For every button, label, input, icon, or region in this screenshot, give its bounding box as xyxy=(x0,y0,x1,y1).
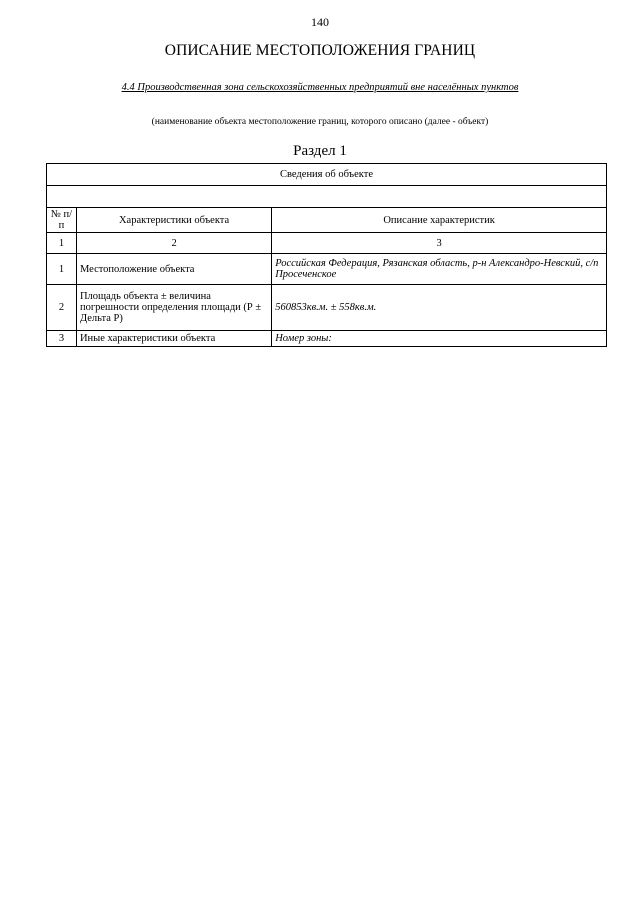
table-header-row xyxy=(47,164,607,186)
object-info-table xyxy=(46,163,607,347)
column-header: № п/п xyxy=(47,208,77,233)
column-number: 1 xyxy=(47,233,77,254)
column-numbers-row xyxy=(47,233,607,254)
column-header: Описание характеристик xyxy=(272,208,607,233)
page-number: 140 xyxy=(311,15,329,29)
table-row xyxy=(47,331,607,347)
zone-name: 4.4 Производственная зона сельскохозяйственных предприятий вне населённых пунктов xyxy=(121,82,519,93)
row-description: Российская Федерация, Рязанская область, р-н Александро-Невский, с/п Просеченское xyxy=(272,254,607,285)
row-characteristic: Местоположение объекта xyxy=(76,254,271,285)
row-number: 2 xyxy=(47,285,77,331)
column-headers-row xyxy=(47,208,607,233)
table-row xyxy=(47,254,607,285)
zone-caption: (наименование объекта местоположение границ, которого описано (далее - объект) xyxy=(151,117,489,127)
column-number: 2 xyxy=(76,233,271,254)
column-number: 3 xyxy=(272,233,607,254)
column-header: Характеристики объекта xyxy=(76,208,271,233)
document-title: ОПИСАНИЕ МЕСТОПОЛОЖЕНИЯ ГРАНИЦ xyxy=(164,42,476,59)
row-description: 560853кв.м. ± 558кв.м. xyxy=(272,285,607,331)
row-characteristic: Площадь объекта ± величина погрешности определения площади (Р ± Дельта Р) xyxy=(76,285,271,331)
table-empty-cell xyxy=(47,186,607,208)
table-header: Сведения об объекте xyxy=(47,164,607,186)
row-number: 3 xyxy=(47,331,77,347)
row-description: Номер зоны: xyxy=(272,331,607,347)
row-number: 1 xyxy=(47,254,77,285)
row-characteristic: Иные характеристики объекта xyxy=(76,331,271,347)
table-empty-row xyxy=(47,186,607,208)
table-row xyxy=(47,285,607,331)
section-title: Раздел 1 xyxy=(293,143,347,159)
